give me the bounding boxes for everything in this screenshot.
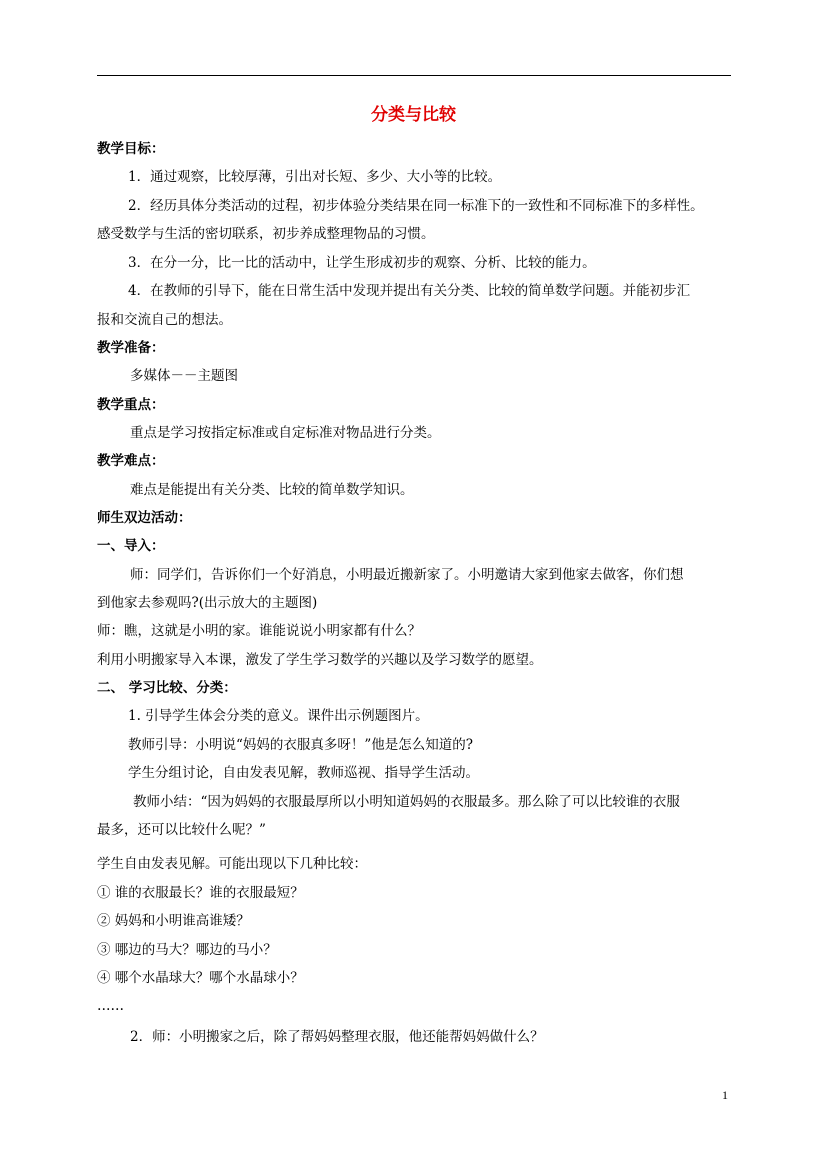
page-number: 1 bbox=[722, 1088, 728, 1102]
document-title: 分类与比较 bbox=[371, 105, 456, 125]
goal-4: 4．在教师的引导下，能在日常生活中发现并提出有关分类、比较的简单数学问题。并能初步汇 bbox=[128, 283, 691, 299]
comparison-item-1: ① 谁的衣服最长？谁的衣服最短？ bbox=[97, 885, 304, 901]
comparison-item-2: ② 妈妈和小明谁高谁矮？ bbox=[97, 913, 250, 929]
heading-key-point: 教学重点： bbox=[97, 397, 165, 413]
goal-1: 1．通过观察，比较厚薄，引出对长短、多少、大小等的比较。 bbox=[128, 169, 502, 185]
goal-2-cont: 感受数学与生活的密切联系，初步养成整理物品的习惯。 bbox=[97, 226, 435, 242]
step-1-summary-cont: 最多，还可以比较什么呢？” bbox=[97, 822, 266, 838]
heading-section-2: 二、 学习比较、分类： bbox=[97, 680, 237, 696]
step-1-discussion: 学生分组讨论，自由发表见解，教师巡视、指导学生活动。 bbox=[128, 765, 479, 781]
heading-difficulty: 教学难点： bbox=[97, 453, 165, 469]
difficulty-text: 难点是能提出有关分类、比较的简单数学知识。 bbox=[130, 482, 414, 498]
intro-para-3: 利用小明搬家导入本课，激发了学生学习数学的兴趣以及学习数学的愿望。 bbox=[97, 652, 543, 668]
ellipsis: …… bbox=[97, 998, 124, 1014]
intro-para-1: 师：同学们，告诉你们一个好消息，小明最近搬新家了。小明邀请大家到他家去做客，你们想 bbox=[130, 567, 684, 583]
heading-preparation: 教学准备： bbox=[97, 340, 165, 356]
heading-section-1: 一、导入： bbox=[97, 538, 165, 554]
step-1-summary: 教师小结：“因为妈妈的衣服最厚所以小明知道妈妈的衣服最多。那么除了可以比较谁的衣服 bbox=[133, 794, 680, 810]
student-views-intro: 学生自由发表见解。可能出现以下几种比较： bbox=[97, 856, 367, 872]
intro-para-1-cont: 到他家去参观吗?(出示放大的主题图) bbox=[97, 595, 318, 611]
key-point-text: 重点是学习按指定标准或自定标准对物品进行分类。 bbox=[130, 425, 441, 441]
preparation-text: 多媒体－－主题图 bbox=[130, 368, 238, 384]
goal-3: 3．在分一分，比一比的活动中，让学生形成初步的观察、分析、比较的能力。 bbox=[128, 255, 596, 271]
goal-4-cont: 报和交流自己的想法。 bbox=[97, 312, 232, 328]
heading-activities: 师生双边活动： bbox=[97, 510, 192, 526]
comparison-item-3: ③ 哪边的马大？哪边的马小？ bbox=[97, 942, 277, 958]
heading-teaching-goals: 教学目标： bbox=[97, 141, 165, 157]
goal-2: 2．经历具体分类活动的过程，初步体验分类结果在同一标准下的一致性和不同标准下的多样性。 bbox=[128, 198, 704, 214]
header-rule bbox=[97, 75, 731, 76]
step-1-guide: 教师引导：小明说“妈妈的衣服真多呀！”他是怎么知道的? bbox=[128, 737, 474, 753]
step-1: 1. 引导学生体会分类的意义。课件出示例题图片。 bbox=[128, 708, 429, 724]
comparison-item-4: ④ 哪个水晶球大？哪个水晶球小？ bbox=[97, 970, 304, 986]
intro-para-2: 师：瞧，这就是小明的家。谁能说说小明家都有什么？ bbox=[97, 623, 421, 639]
step-2: 2．师：小明搬家之后，除了帮妈妈整理衣服，他还能帮妈妈做什么？ bbox=[130, 1029, 544, 1045]
